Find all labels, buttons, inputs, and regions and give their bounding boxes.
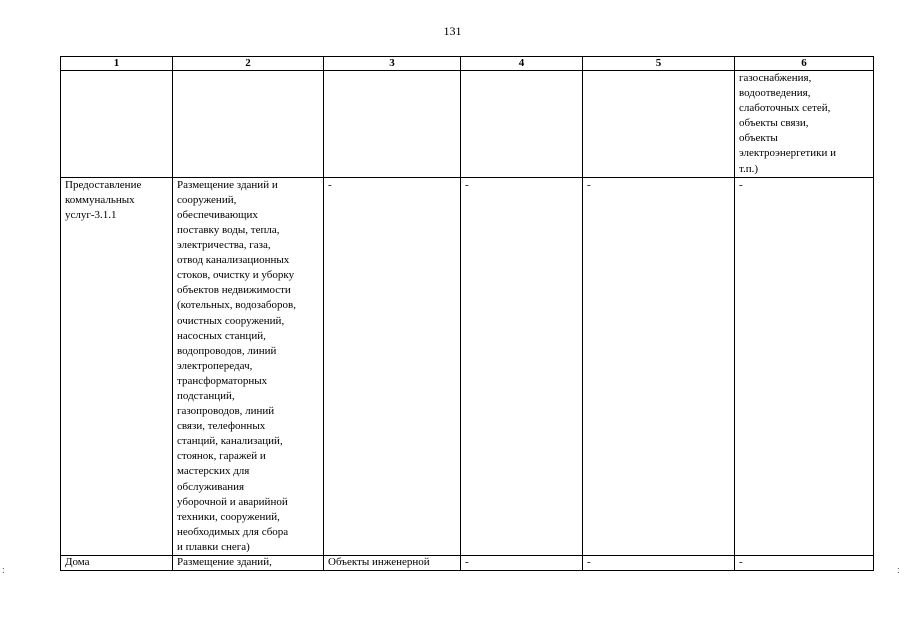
land-use-table (60, 56, 874, 571)
column-header-3: 3 (324, 57, 461, 71)
use-type-cell: Дома (61, 556, 173, 571)
table-cell (173, 71, 324, 178)
use-type-cell: Предоставление коммунальных услуг-3.1.1 (61, 177, 173, 555)
table-header-row (61, 57, 874, 71)
table-cell (61, 71, 173, 178)
table-row (61, 556, 874, 571)
table-cell: - (735, 177, 874, 555)
column-header-6: 6 (735, 57, 874, 71)
table-cell (461, 71, 583, 178)
left-edge-mark: : (2, 565, 5, 576)
table-cell: газоснабжения, водоотведения, слаботочных сетей, объекты связи, объекты электроэнергетики и т.п.) (735, 71, 874, 178)
table-cell: - (324, 177, 461, 555)
table-cell (583, 71, 735, 178)
page-number: 131 (443, 24, 462, 38)
table-cell (324, 71, 461, 178)
table-cell: Объекты инженерной (324, 556, 461, 571)
table-cell: - (735, 556, 874, 571)
column-header-1: 1 (61, 57, 173, 71)
description-cell: Размещение зданий и сооружений, обеспечивающих поставку воды, тепла, электричества, газа, отвод канализационных стоков, очистку и уборку объектов недвижимости (котельных, водозаборов, очистных сооружений, насосных станций, водопроводов, линий электропередач, трансформаторных подстанций, газопроводов, линий связи, телефонных станций, канализаций, стоянок, гаражей и мастерских для обслуживания уборочной и аварийной техники, сооружений, необходимых для сбора и плавки снега) (173, 177, 324, 555)
column-header-5: 5 (583, 57, 735, 71)
table-row (61, 177, 874, 555)
column-header-4: 4 (461, 57, 583, 71)
table-cell: - (583, 177, 735, 555)
column-header-2: 2 (173, 57, 324, 71)
description-cell: Размещение зданий, (173, 556, 324, 571)
table-cell: - (461, 556, 583, 571)
table-cell: - (461, 177, 583, 555)
right-edge-mark: : (897, 565, 900, 576)
table-cell: - (583, 556, 735, 571)
table-row (61, 71, 874, 178)
